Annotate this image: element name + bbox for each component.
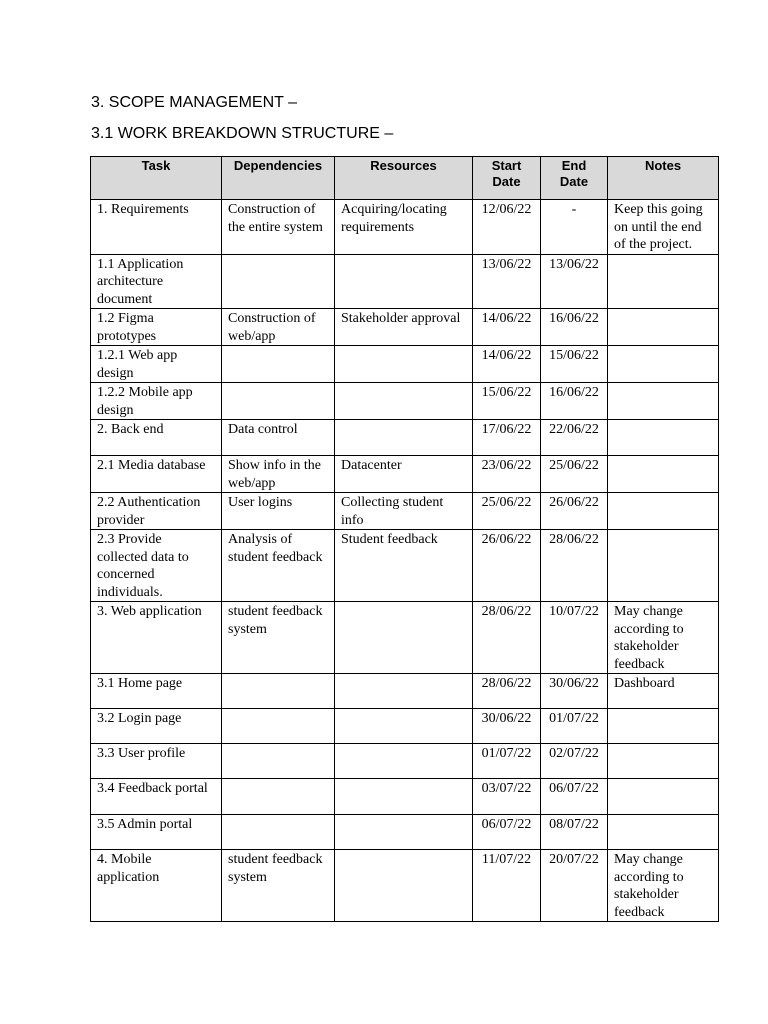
cell-start-date: 03/07/22 bbox=[473, 779, 541, 815]
cell-resources bbox=[335, 815, 473, 850]
cell-resources: Stakeholder approval bbox=[335, 309, 473, 346]
header-start-date: Start Date bbox=[473, 157, 541, 200]
cell-resources bbox=[335, 744, 473, 779]
cell-notes bbox=[608, 456, 719, 493]
cell-notes: Keep this going on until the end of the project. bbox=[608, 200, 719, 255]
table-row bbox=[91, 346, 719, 383]
cell-task: 2. Back end bbox=[91, 420, 222, 456]
table-body bbox=[91, 200, 719, 922]
cell-task: 3.3 User profile bbox=[91, 744, 222, 779]
cell-dependencies bbox=[222, 744, 335, 779]
cell-dependencies: student feedback system bbox=[222, 850, 335, 922]
cell-end-date: 20/07/22 bbox=[541, 850, 608, 922]
cell-end-date: 16/06/22 bbox=[541, 309, 608, 346]
cell-resources: Collecting student info bbox=[335, 493, 473, 530]
work-breakdown-table bbox=[90, 156, 719, 922]
cell-resources bbox=[335, 850, 473, 922]
cell-resources: Datacenter bbox=[335, 456, 473, 493]
cell-end-date: 26/06/22 bbox=[541, 493, 608, 530]
cell-start-date: 01/07/22 bbox=[473, 744, 541, 779]
table-row bbox=[91, 309, 719, 346]
cell-task: 2.2 Authentication provider bbox=[91, 493, 222, 530]
table-row bbox=[91, 456, 719, 493]
header-resources: Resources bbox=[335, 157, 473, 200]
cell-start-date: 30/06/22 bbox=[473, 709, 541, 744]
cell-task: 3.2 Login page bbox=[91, 709, 222, 744]
cell-dependencies bbox=[222, 254, 335, 309]
cell-task: 1.2.1 Web app design bbox=[91, 346, 222, 383]
cell-end-date: 22/06/22 bbox=[541, 420, 608, 456]
table-row bbox=[91, 383, 719, 420]
cell-start-date: 28/06/22 bbox=[473, 602, 541, 674]
cell-dependencies bbox=[222, 709, 335, 744]
cell-task: 3.4 Feedback portal bbox=[91, 779, 222, 815]
cell-dependencies bbox=[222, 383, 335, 420]
table-row bbox=[91, 744, 719, 779]
cell-end-date: 28/06/22 bbox=[541, 530, 608, 602]
cell-end-date: 01/07/22 bbox=[541, 709, 608, 744]
cell-start-date: 15/06/22 bbox=[473, 383, 541, 420]
cell-task: 1. Requirements bbox=[91, 200, 222, 255]
cell-resources bbox=[335, 602, 473, 674]
cell-notes bbox=[608, 493, 719, 530]
cell-task: 2.3 Provide collected data to concerned individuals. bbox=[91, 530, 222, 602]
cell-dependencies: student feedback system bbox=[222, 602, 335, 674]
header-task: Task bbox=[91, 157, 222, 200]
cell-dependencies: Construction of the entire system bbox=[222, 200, 335, 255]
cell-end-date: 15/06/22 bbox=[541, 346, 608, 383]
cell-end-date: 16/06/22 bbox=[541, 383, 608, 420]
table-row bbox=[91, 709, 719, 744]
cell-resources bbox=[335, 346, 473, 383]
cell-start-date: 25/06/22 bbox=[473, 493, 541, 530]
cell-task: 1.1 Application architecture document bbox=[91, 254, 222, 309]
cell-resources bbox=[335, 420, 473, 456]
cell-notes bbox=[608, 420, 719, 456]
cell-task: 2.1 Media database bbox=[91, 456, 222, 493]
cell-notes bbox=[608, 254, 719, 309]
cell-dependencies bbox=[222, 674, 335, 709]
cell-notes bbox=[608, 346, 719, 383]
table-row bbox=[91, 602, 719, 674]
cell-dependencies: User logins bbox=[222, 493, 335, 530]
cell-dependencies: Construction of web/app bbox=[222, 309, 335, 346]
cell-resources bbox=[335, 709, 473, 744]
cell-start-date: 23/06/22 bbox=[473, 456, 541, 493]
table-row bbox=[91, 420, 719, 456]
cell-task: 3.5 Admin portal bbox=[91, 815, 222, 850]
cell-notes bbox=[608, 309, 719, 346]
cell-task: 1.2.2 Mobile app design bbox=[91, 383, 222, 420]
cell-start-date: 26/06/22 bbox=[473, 530, 541, 602]
table-row bbox=[91, 200, 719, 255]
cell-dependencies: Data control bbox=[222, 420, 335, 456]
cell-start-date: 14/06/22 bbox=[473, 346, 541, 383]
cell-start-date: 06/07/22 bbox=[473, 815, 541, 850]
cell-dependencies bbox=[222, 815, 335, 850]
cell-task: 3.1 Home page bbox=[91, 674, 222, 709]
header-end-date: End Date bbox=[541, 157, 608, 200]
cell-notes bbox=[608, 383, 719, 420]
cell-end-date: 06/07/22 bbox=[541, 779, 608, 815]
table-row bbox=[91, 530, 719, 602]
cell-dependencies bbox=[222, 346, 335, 383]
cell-dependencies: Show info in the web/app bbox=[222, 456, 335, 493]
cell-notes bbox=[608, 709, 719, 744]
cell-notes bbox=[608, 744, 719, 779]
cell-end-date: 25/06/22 bbox=[541, 456, 608, 493]
cell-start-date: 14/06/22 bbox=[473, 309, 541, 346]
cell-notes bbox=[608, 779, 719, 815]
cell-notes: Dashboard bbox=[608, 674, 719, 709]
cell-resources bbox=[335, 674, 473, 709]
cell-end-date: - bbox=[541, 200, 608, 255]
table-row bbox=[91, 493, 719, 530]
table-row bbox=[91, 850, 719, 922]
cell-resources bbox=[335, 254, 473, 309]
cell-task: 1.2 Figma prototypes bbox=[91, 309, 222, 346]
header-dependencies: Dependencies bbox=[222, 157, 335, 200]
cell-resources: Acquiring/locating requirements bbox=[335, 200, 473, 255]
cell-resources bbox=[335, 779, 473, 815]
cell-start-date: 28/06/22 bbox=[473, 674, 541, 709]
section-heading: 3. SCOPE MANAGEMENT – bbox=[91, 94, 297, 111]
cell-end-date: 10/07/22 bbox=[541, 602, 608, 674]
table-row bbox=[91, 815, 719, 850]
cell-dependencies bbox=[222, 779, 335, 815]
cell-notes bbox=[608, 815, 719, 850]
header-notes: Notes bbox=[608, 157, 719, 200]
cell-task: 3. Web application bbox=[91, 602, 222, 674]
table-row bbox=[91, 779, 719, 815]
table-header-row bbox=[91, 157, 719, 200]
cell-end-date: 13/06/22 bbox=[541, 254, 608, 309]
cell-task: 4. Mobile application bbox=[91, 850, 222, 922]
cell-end-date: 08/07/22 bbox=[541, 815, 608, 850]
cell-end-date: 30/06/22 bbox=[541, 674, 608, 709]
cell-resources bbox=[335, 383, 473, 420]
cell-resources: Student feedback bbox=[335, 530, 473, 602]
cell-start-date: 17/06/22 bbox=[473, 420, 541, 456]
cell-notes: May change according to stakeholder feedback bbox=[608, 850, 719, 922]
cell-notes: May change according to stakeholder feedback bbox=[608, 602, 719, 674]
cell-dependencies: Analysis of student feedback bbox=[222, 530, 335, 602]
table-row bbox=[91, 674, 719, 709]
cell-start-date: 11/07/22 bbox=[473, 850, 541, 922]
table-row bbox=[91, 254, 719, 309]
cell-end-date: 02/07/22 bbox=[541, 744, 608, 779]
cell-notes bbox=[608, 530, 719, 602]
cell-start-date: 12/06/22 bbox=[473, 200, 541, 255]
cell-start-date: 13/06/22 bbox=[473, 254, 541, 309]
subsection-heading: 3.1 WORK BREAKDOWN STRUCTURE – bbox=[91, 125, 394, 142]
